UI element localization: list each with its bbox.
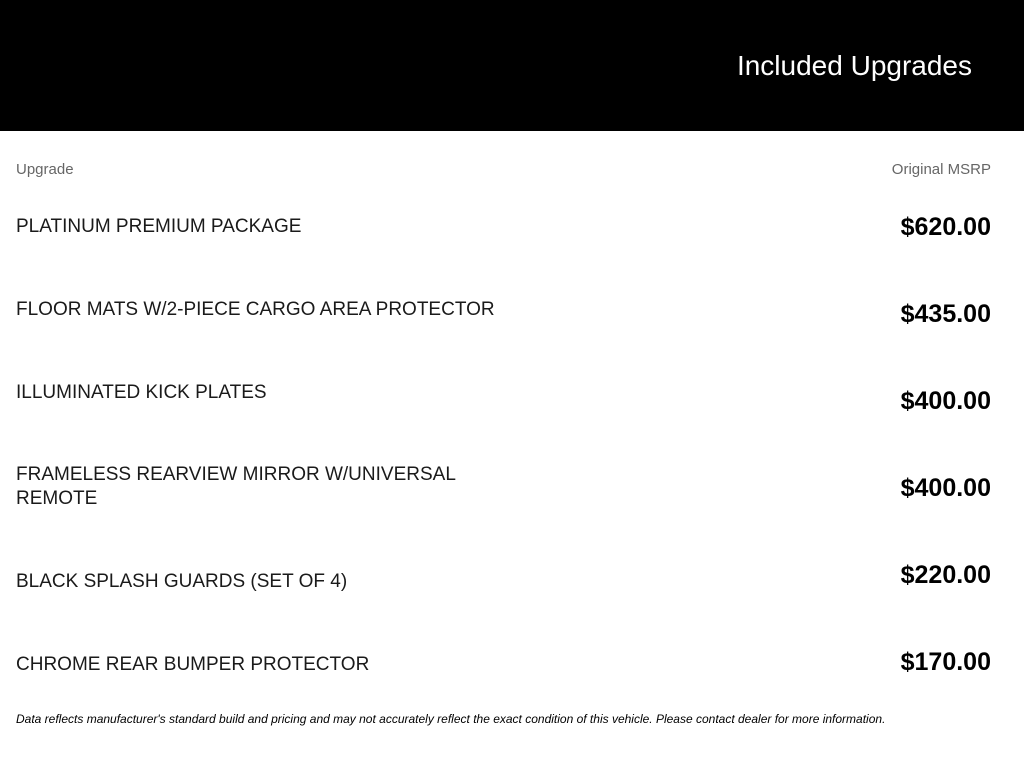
upgrade-name: FRAMELESS REARVIEW MIRROR W/UNIVERSAL REMOTE [16,464,456,509]
upgrade-price: $620.00 [900,213,991,241]
upgrade-price: $435.00 [900,300,991,328]
upgrade-name: BLACK SPLASH GUARDS (SET OF 4) [16,571,348,592]
upgrade-name: PLATINUM PREMIUM PACKAGE [16,216,302,237]
upgrade-price: $400.00 [900,387,991,415]
upgrade-name: FLOOR MATS W/2-PIECE CARGO AREA PROTECTOR [16,299,495,320]
disclaimer-text: Data reflects manufacturer's standard build and pricing and may not accurately reflect the exact condition of this vehicle. Please contact dealer for more information. [16,712,886,726]
upgrade-name: CHROME REAR BUMPER PROTECTOR [16,654,370,675]
upgrade-price: $220.00 [900,561,991,589]
upgrade-price: $170.00 [900,648,991,676]
header-bar [0,0,1024,131]
page-title: Included Upgrades [736,50,972,81]
upgrade-price: $400.00 [900,474,991,502]
column-header-upgrade: Upgrade [16,161,74,178]
column-header-msrp: Original MSRP [891,161,991,178]
upgrade-name: ILLUMINATED KICK PLATES [16,382,267,403]
